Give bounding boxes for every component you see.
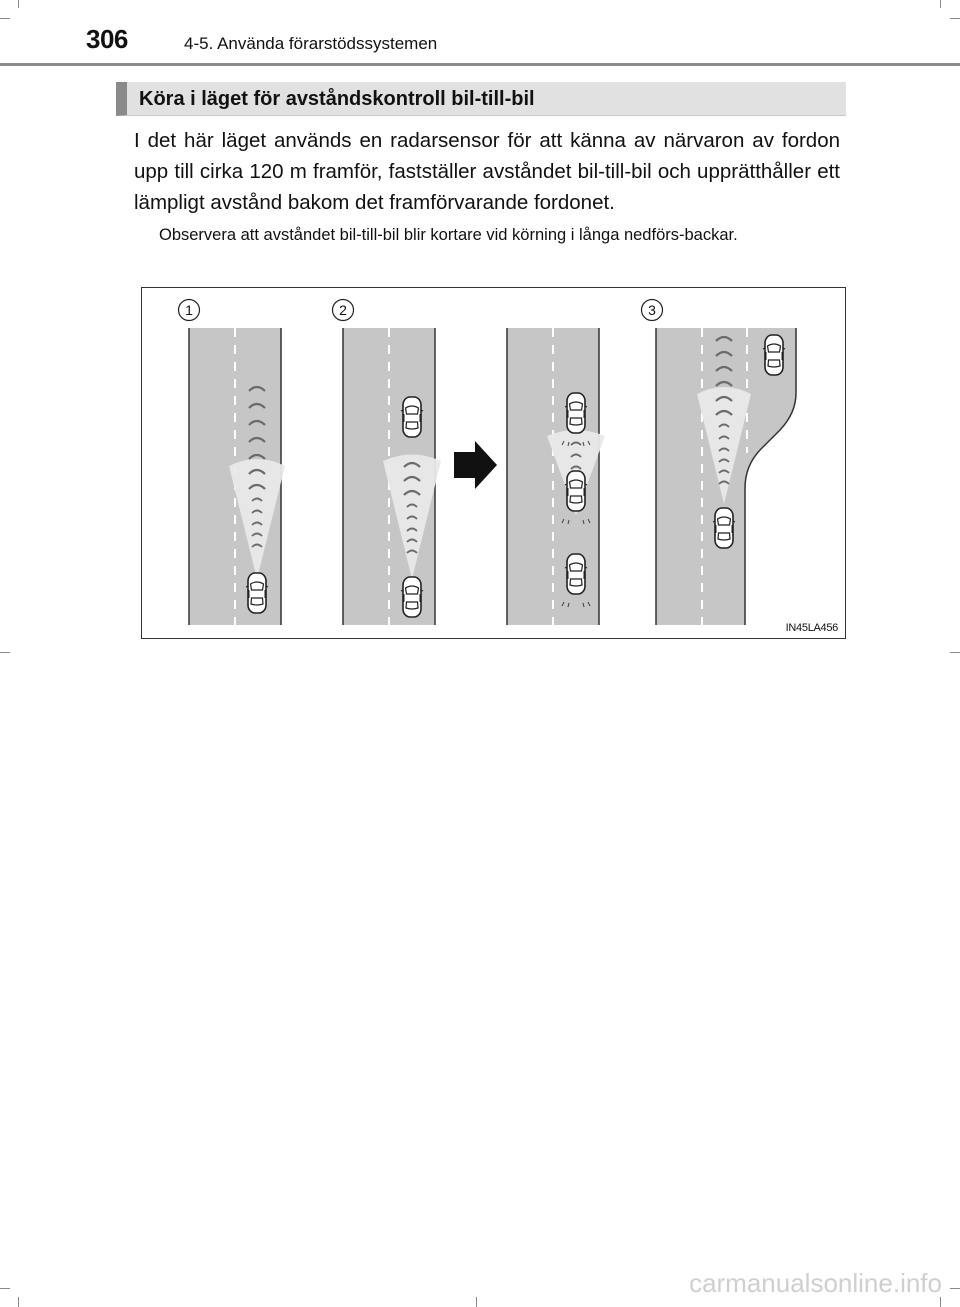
watermark: carmanualsonline.info (689, 1268, 942, 1298)
step-label-1 (179, 300, 200, 321)
sequence-arrow (454, 441, 497, 489)
own-car (565, 471, 587, 511)
svg-text:2: 2 (339, 302, 347, 318)
section-heading (116, 82, 846, 116)
step-label-3 (642, 300, 663, 321)
header-rule (0, 63, 960, 66)
radar-illustration (141, 287, 846, 639)
section-heading-text: Köra i läget för avståndskontroll bil-till-bil (139, 88, 535, 110)
chapter-title: 4-5. Använda förarstödssystemen (184, 34, 438, 53)
lead-car (565, 393, 587, 433)
step-label-2 (333, 300, 354, 321)
crop-mark (950, 652, 960, 653)
crop-mark (0, 652, 10, 653)
crop-mark (476, 1297, 477, 1307)
svg-text:3: 3 (648, 302, 656, 318)
merging-car (763, 335, 785, 375)
following-car (565, 554, 587, 594)
own-car (401, 577, 423, 617)
crop-mark (0, 1288, 10, 1289)
road-1 (189, 328, 285, 625)
page-header (0, 0, 960, 66)
figure-code: IN45LA456 (785, 622, 838, 634)
body-paragraph: I det här läget används en radarsensor för att känna av närvaron av fordon upp till cirka 120 m framför, fastställer avståndet bil-till-bil och upprätthåller ett lämpligt avstånd bakom det framförvarande fordonet. (134, 129, 840, 214)
road-2 (343, 328, 441, 625)
page-number: 306 (86, 24, 128, 54)
road-3 (507, 328, 605, 625)
own-car (246, 573, 268, 613)
crop-mark (950, 1288, 960, 1289)
lead-car (401, 397, 423, 437)
svg-text:1: 1 (185, 302, 193, 318)
road-merge (656, 328, 796, 625)
own-car (713, 508, 735, 548)
crop-mark (18, 1297, 19, 1307)
note-paragraph: Observera att avståndet bil-till-bil blir kortare vid körning i långa nedförs-backar. (159, 226, 738, 244)
radar-illustration-svg (142, 288, 845, 638)
